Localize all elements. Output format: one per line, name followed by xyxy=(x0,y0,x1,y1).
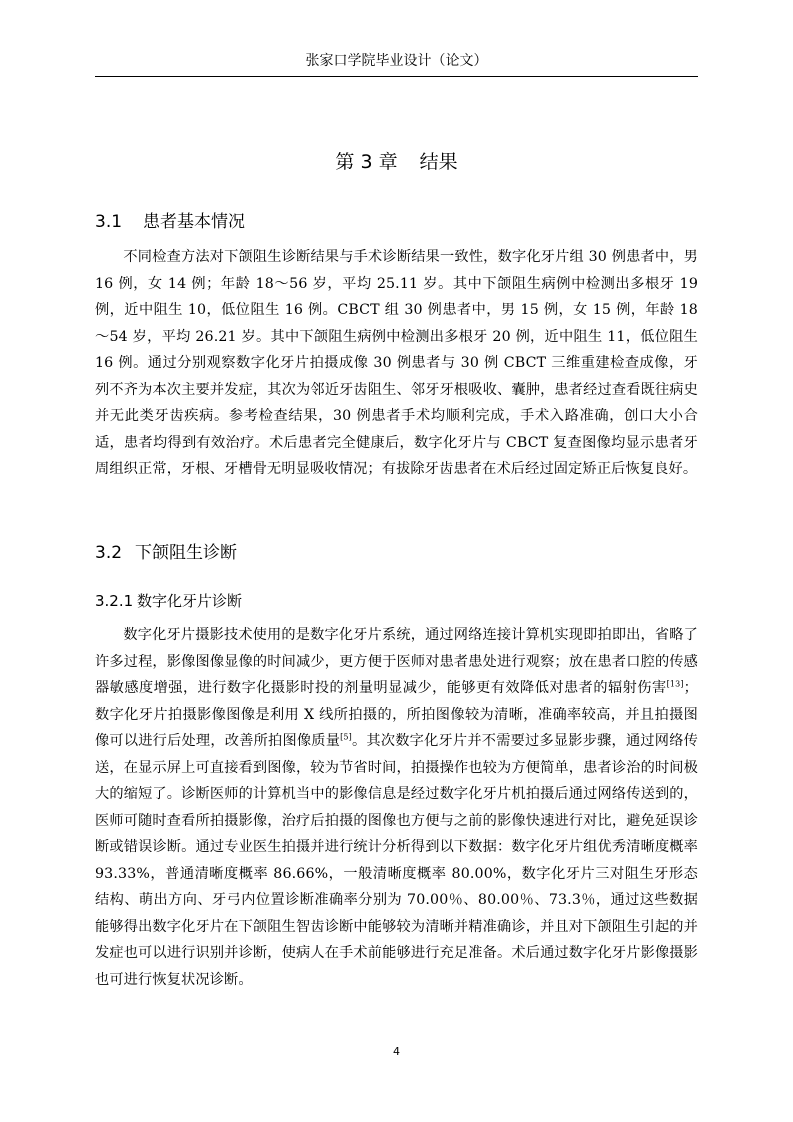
paragraph-text-part-1: 数字化牙片摄影技术使用的是数字化牙片系统，通过网络连接计算机实现即拍即出，省略了许多过程，影像图像显像的时间减少，更方便于医师对患者患处进行观察；放在患者口腔的传感器敏感度增强，进行数字化摄影时投的剂量明显减少，能够更有效降低对患者的辐射伤害 xyxy=(95,627,698,696)
chapter-name: 结果 xyxy=(419,151,458,173)
chapter-label: 第 3 章 xyxy=(335,151,398,173)
section-heading-3-1 xyxy=(95,210,698,234)
section-number: 3.1 xyxy=(95,212,123,232)
paragraph-digital-radiography xyxy=(95,622,698,993)
page-number: 4 xyxy=(393,1045,400,1058)
paragraph-patient-info: 不同检查方法对下颌阻生诊断结果与手术诊断结果一致性，数字化牙片组 30 例患者中，男 16 例，女 14 例；年龄 18～56 岁，平均 25.11 岁。其中下颌阻生病例中检测出多根牙 19 例，近中阻生 10，低位阻生 16 例。CBCT 组 30 例患者中，男 15 例，女 15 例，年龄 18～54 岁，平均 26.21 岁。其中下颌阻生病例中检测出多根牙 20 例，近中阻生 11，低位阻生 16 例。通过分别观察数字化牙片拍摄成像 30 例患者与 30 例 CBCT 三维重建检查成像，牙列不齐为本次主要并发症，其次为邻近牙齿阻生、邻牙牙根吸收、囊肿，患者经过查看既往病史并无此类牙齿疾病。参考检查结果，30 例患者手术均顺利完成，手术入路准确，创口大小合适，患者均得到有效治疗。术后患者完全健康后，数字化牙片与 CBCT 复查图像均显示患者牙周组织正常，牙根、牙槽骨无明显吸收情况；有拔除牙齿患者在术后经过固定矫正后恢复良好。 xyxy=(95,249,698,477)
running-header: 张家口学院毕业设计（论文） xyxy=(305,53,488,69)
subsection-heading-3-2-1 xyxy=(95,590,698,612)
section-heading-3-2 xyxy=(95,541,698,565)
chapter-title xyxy=(95,149,698,175)
section-number: 3.2 xyxy=(95,543,123,563)
subsection-title: 数字化牙片诊断 xyxy=(137,592,243,610)
paragraph-text-part-2: ；数字化牙片拍摄影像图像是利用 X 线所拍摄的，所拍图像较为清晰，准确率较高，并且拍摄图像可以进行后处理，改善所拍图像质量 xyxy=(95,680,698,749)
header-divider xyxy=(95,76,698,77)
section-title: 患者基本情况 xyxy=(143,212,245,232)
subsection-number: 3.2.1 xyxy=(95,592,134,610)
citation-5[interactable]: [5] xyxy=(340,732,352,742)
citation-13[interactable]: [13] xyxy=(666,679,684,689)
paragraph-text-part-3: 。其次数字化牙片并不需要过多显影步骤，通过网络传送，在显示屏上可直接看到图像，较为节省时间，拍摄操作也较为方便简单，患者诊治的时间极大的缩短了。诊断医师的计算机当中的影像信息是经过数字化牙片机拍摄后通过网络传送到的，医师可随时查看所拍摄影像，治疗后拍摄的图像也方便与之前的影像快速进行对比，避免延误诊断或错误诊断。通过专业医生拍摄并进行统计分析得到以下数据：数字化牙片组优秀清晰度概率 93.33%，普通清晰度概率 86.66%，一般清晰度概率 80.00%，数字化牙片三对阻生牙形态结构、萌出方向、牙弓内位置诊断准确率分别为 70.00％、80.00％、73.3％，通过这些数据能够得出数字化牙片在下颌阻生智齿诊断中能够较为清晰并精准确诊，并且对下颌阻生引起的并发症也可以进行识别并诊断，使病人在手术前能够进行充足准备。术后通过数字化牙片影像摄影也可进行恢复状况诊断。 xyxy=(95,733,698,988)
section-title: 下颌阻生诊断 xyxy=(135,543,237,563)
